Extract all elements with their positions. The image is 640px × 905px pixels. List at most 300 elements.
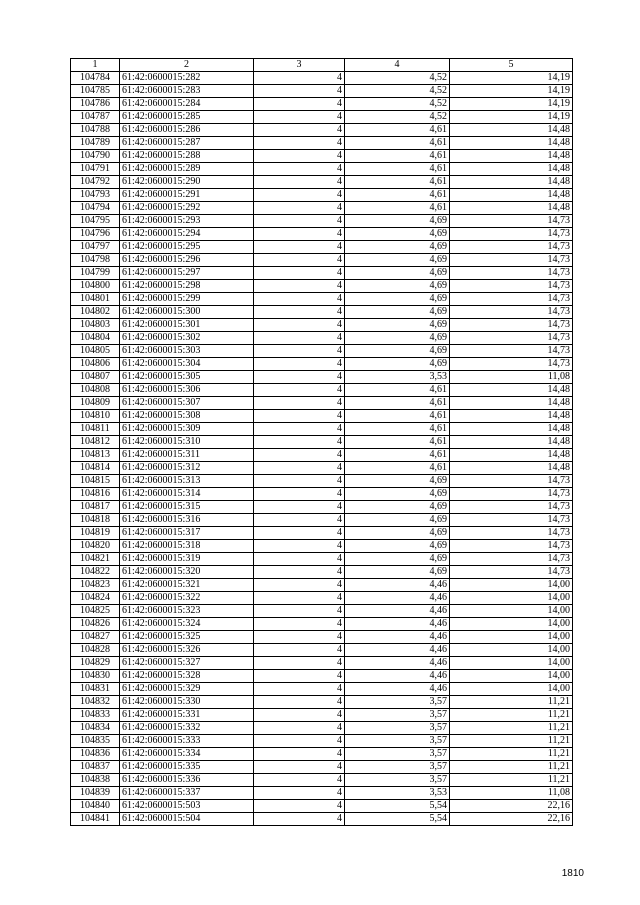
table-row [71, 254, 573, 267]
table-row [71, 358, 573, 371]
table-row [71, 137, 573, 150]
table-cell-col-5: 14,48 [450, 449, 573, 462]
table-cell-col-4: 4,69 [345, 501, 450, 514]
table-cell-col-1: 104822 [71, 566, 120, 579]
table-cell-col-5: 14,73 [450, 319, 573, 332]
table-cell-col-2: 61:42:0600015:318 [120, 540, 254, 553]
table-cell-col-3: 4 [254, 228, 345, 241]
table-cell-col-1: 104811 [71, 423, 120, 436]
table-cell-col-1: 104814 [71, 462, 120, 475]
table-cell-col-2: 61:42:0600015:316 [120, 514, 254, 527]
table-row [71, 735, 573, 748]
table-row [71, 189, 573, 202]
table-cell-col-1: 104830 [71, 670, 120, 683]
table-cell-col-5: 14,48 [450, 137, 573, 150]
table-cell-col-3: 4 [254, 85, 345, 98]
table-cell-col-5: 14,73 [450, 293, 573, 306]
table-cell-col-1: 104839 [71, 787, 120, 800]
table-body [71, 72, 573, 826]
table-cell-col-3: 4 [254, 319, 345, 332]
table-cell-col-3: 4 [254, 800, 345, 813]
table-cell-col-5: 14,00 [450, 657, 573, 670]
table-cell-col-4: 3,57 [345, 709, 450, 722]
table-cell-col-5: 14,19 [450, 111, 573, 124]
table-cell-col-5: 14,73 [450, 553, 573, 566]
table-cell-col-2: 61:42:0600015:287 [120, 137, 254, 150]
table-cell-col-2: 61:42:0600015:314 [120, 488, 254, 501]
data-table [70, 58, 573, 826]
table-cell-col-4: 3,57 [345, 761, 450, 774]
table-cell-col-5: 14,73 [450, 527, 573, 540]
table-cell-col-3: 4 [254, 410, 345, 423]
table-cell-col-2: 61:42:0600015:306 [120, 384, 254, 397]
table-row [71, 527, 573, 540]
table-cell-col-5: 11,21 [450, 709, 573, 722]
table-cell-col-3: 4 [254, 813, 345, 826]
table-row [71, 202, 573, 215]
table-row [71, 436, 573, 449]
table-cell-col-5: 14,48 [450, 202, 573, 215]
table-row [71, 332, 573, 345]
table-row [71, 163, 573, 176]
table-cell-col-4: 4,61 [345, 397, 450, 410]
table-cell-col-5: 14,73 [450, 475, 573, 488]
table-row [71, 670, 573, 683]
table-row [71, 566, 573, 579]
table-cell-col-1: 104784 [71, 72, 120, 85]
table-cell-col-4: 4,69 [345, 345, 450, 358]
table-cell-col-1: 104810 [71, 410, 120, 423]
table-cell-col-4: 4,61 [345, 189, 450, 202]
table-cell-col-3: 4 [254, 683, 345, 696]
table-cell-col-3: 4 [254, 449, 345, 462]
table-cell-col-4: 5,54 [345, 800, 450, 813]
table-cell-col-2: 61:42:0600015:296 [120, 254, 254, 267]
column-header-2: 2 [120, 59, 254, 72]
table-cell-col-5: 14,48 [450, 163, 573, 176]
table-row [71, 774, 573, 787]
table-row [71, 722, 573, 735]
table-cell-col-5: 14,73 [450, 488, 573, 501]
table-cell-col-5: 14,73 [450, 358, 573, 371]
table-cell-col-5: 14,00 [450, 644, 573, 657]
table-cell-col-3: 4 [254, 371, 345, 384]
table-cell-col-3: 4 [254, 215, 345, 228]
table-cell-col-2: 61:42:0600015:310 [120, 436, 254, 449]
table-cell-col-3: 4 [254, 631, 345, 644]
table-cell-col-3: 4 [254, 72, 345, 85]
table-cell-col-1: 104795 [71, 215, 120, 228]
column-header-4: 4 [345, 59, 450, 72]
table-cell-col-2: 61:42:0600015:307 [120, 397, 254, 410]
table-cell-col-1: 104789 [71, 137, 120, 150]
column-header-3: 3 [254, 59, 345, 72]
table-cell-col-4: 4,69 [345, 215, 450, 228]
table-row [71, 488, 573, 501]
table-cell-col-3: 4 [254, 540, 345, 553]
table-row [71, 345, 573, 358]
table-cell-col-2: 61:42:0600015:315 [120, 501, 254, 514]
table-cell-col-2: 61:42:0600015:293 [120, 215, 254, 228]
table-cell-col-4: 4,52 [345, 72, 450, 85]
table-cell-col-5: 11,21 [450, 748, 573, 761]
table-cell-col-3: 4 [254, 735, 345, 748]
table-cell-col-3: 4 [254, 280, 345, 293]
table-cell-col-3: 4 [254, 527, 345, 540]
table-cell-col-2: 61:42:0600015:321 [120, 579, 254, 592]
table-cell-col-5: 14,00 [450, 605, 573, 618]
table-cell-col-3: 4 [254, 657, 345, 670]
table-row [71, 553, 573, 566]
table-cell-col-2: 61:42:0600015:320 [120, 566, 254, 579]
table-cell-col-2: 61:42:0600015:294 [120, 228, 254, 241]
table-cell-col-4: 4,69 [345, 566, 450, 579]
table-cell-col-3: 4 [254, 332, 345, 345]
table-cell-col-5: 14,19 [450, 72, 573, 85]
table-cell-col-4: 4,46 [345, 618, 450, 631]
table-cell-col-2: 61:42:0600015:319 [120, 553, 254, 566]
table-cell-col-1: 104812 [71, 436, 120, 449]
table-cell-col-2: 61:42:0600015:503 [120, 800, 254, 813]
table-cell-col-2: 61:42:0600015:309 [120, 423, 254, 436]
table-cell-col-5: 11,21 [450, 735, 573, 748]
table-cell-col-3: 4 [254, 696, 345, 709]
table-cell-col-1: 104827 [71, 631, 120, 644]
table-cell-col-1: 104833 [71, 709, 120, 722]
table-cell-col-3: 4 [254, 397, 345, 410]
table-row [71, 501, 573, 514]
table-cell-col-3: 4 [254, 709, 345, 722]
table-cell-col-5: 14,00 [450, 618, 573, 631]
table-row [71, 124, 573, 137]
table-cell-col-1: 104826 [71, 618, 120, 631]
table-cell-col-2: 61:42:0600015:298 [120, 280, 254, 293]
table-row [71, 98, 573, 111]
table-cell-col-5: 14,00 [450, 592, 573, 605]
table-row [71, 280, 573, 293]
table-cell-col-5: 14,73 [450, 514, 573, 527]
table-cell-col-5: 14,73 [450, 501, 573, 514]
table-cell-col-1: 104793 [71, 189, 120, 202]
table-cell-col-5: 14,19 [450, 98, 573, 111]
table-cell-col-2: 61:42:0600015:291 [120, 189, 254, 202]
table-cell-col-3: 4 [254, 722, 345, 735]
table-cell-col-2: 61:42:0600015:322 [120, 592, 254, 605]
table-row [71, 579, 573, 592]
table-cell-col-1: 104787 [71, 111, 120, 124]
table-cell-col-3: 4 [254, 501, 345, 514]
table-cell-col-4: 4,69 [345, 319, 450, 332]
table-cell-col-1: 104800 [71, 280, 120, 293]
table-cell-col-5: 14,19 [450, 85, 573, 98]
table-cell-col-5: 14,48 [450, 384, 573, 397]
table-cell-col-2: 61:42:0600015:288 [120, 150, 254, 163]
table-row [71, 813, 573, 826]
table-cell-col-1: 104815 [71, 475, 120, 488]
table-cell-col-3: 4 [254, 605, 345, 618]
table-cell-col-3: 4 [254, 345, 345, 358]
table-cell-col-3: 4 [254, 488, 345, 501]
table-row [71, 423, 573, 436]
table-cell-col-3: 4 [254, 150, 345, 163]
table-cell-col-2: 61:42:0600015:337 [120, 787, 254, 800]
table-cell-col-2: 61:42:0600015:333 [120, 735, 254, 748]
table-cell-col-3: 4 [254, 761, 345, 774]
table-cell-col-4: 4,61 [345, 163, 450, 176]
column-header-5: 5 [450, 59, 573, 72]
table-cell-col-3: 4 [254, 384, 345, 397]
table-cell-col-2: 61:42:0600015:297 [120, 267, 254, 280]
table-cell-col-5: 11,08 [450, 371, 573, 384]
table-cell-col-2: 61:42:0600015:283 [120, 85, 254, 98]
table-cell-col-1: 104798 [71, 254, 120, 267]
table-cell-col-3: 4 [254, 514, 345, 527]
table-cell-col-4: 3,53 [345, 787, 450, 800]
table-cell-col-4: 4,69 [345, 306, 450, 319]
table-cell-col-3: 4 [254, 124, 345, 137]
table-cell-col-1: 104797 [71, 241, 120, 254]
table-cell-col-3: 4 [254, 254, 345, 267]
table-cell-col-1: 104825 [71, 605, 120, 618]
table-cell-col-1: 104840 [71, 800, 120, 813]
table-cell-col-1: 104823 [71, 579, 120, 592]
table-cell-col-4: 4,52 [345, 85, 450, 98]
table-cell-col-4: 4,52 [345, 111, 450, 124]
table-cell-col-5: 14,48 [450, 397, 573, 410]
table-cell-col-5: 14,48 [450, 462, 573, 475]
table-cell-col-2: 61:42:0600015:284 [120, 98, 254, 111]
table-cell-col-1: 104788 [71, 124, 120, 137]
table-cell-col-5: 14,73 [450, 215, 573, 228]
table-cell-col-2: 61:42:0600015:325 [120, 631, 254, 644]
table-row [71, 410, 573, 423]
table-row [71, 631, 573, 644]
table-cell-col-3: 4 [254, 579, 345, 592]
table-cell-col-4: 4,69 [345, 228, 450, 241]
table-row [71, 592, 573, 605]
table-cell-col-3: 4 [254, 787, 345, 800]
table-cell-col-5: 22,16 [450, 813, 573, 826]
table-cell-col-4: 4,69 [345, 332, 450, 345]
table-row [71, 215, 573, 228]
table-row [71, 514, 573, 527]
table-cell-col-2: 61:42:0600015:302 [120, 332, 254, 345]
table-row [71, 540, 573, 553]
table-cell-col-5: 14,73 [450, 280, 573, 293]
table-cell-col-3: 4 [254, 358, 345, 371]
table-row [71, 85, 573, 98]
table-cell-col-1: 104799 [71, 267, 120, 280]
table-row [71, 605, 573, 618]
table-cell-col-3: 4 [254, 436, 345, 449]
table-row [71, 657, 573, 670]
table-cell-col-2: 61:42:0600015:313 [120, 475, 254, 488]
table-cell-col-5: 11,08 [450, 787, 573, 800]
table-cell-col-3: 4 [254, 475, 345, 488]
table-row [71, 267, 573, 280]
table-cell-col-1: 104819 [71, 527, 120, 540]
table-cell-col-5: 14,48 [450, 423, 573, 436]
table-cell-col-1: 104796 [71, 228, 120, 241]
table-cell-col-5: 14,73 [450, 228, 573, 241]
table-cell-col-3: 4 [254, 462, 345, 475]
table-cell-col-4: 3,53 [345, 371, 450, 384]
table-cell-col-3: 4 [254, 423, 345, 436]
table-row [71, 384, 573, 397]
table-cell-col-2: 61:42:0600015:295 [120, 241, 254, 254]
table-cell-col-5: 14,48 [450, 410, 573, 423]
table-cell-col-3: 4 [254, 670, 345, 683]
table-cell-col-1: 104790 [71, 150, 120, 163]
table-cell-col-1: 104804 [71, 332, 120, 345]
table-cell-col-1: 104813 [71, 449, 120, 462]
table-cell-col-1: 104831 [71, 683, 120, 696]
table-cell-col-3: 4 [254, 293, 345, 306]
table-cell-col-2: 61:42:0600015:304 [120, 358, 254, 371]
table-row [71, 150, 573, 163]
table-cell-col-5: 11,21 [450, 774, 573, 787]
table-row [71, 306, 573, 319]
table-cell-col-1: 104818 [71, 514, 120, 527]
table-cell-col-4: 4,46 [345, 592, 450, 605]
table-cell-col-5: 14,48 [450, 124, 573, 137]
table-cell-col-5: 14,48 [450, 150, 573, 163]
table-cell-col-4: 4,61 [345, 384, 450, 397]
table-cell-col-5: 11,21 [450, 696, 573, 709]
table-cell-col-2: 61:42:0600015:305 [120, 371, 254, 384]
table-cell-col-4: 4,69 [345, 488, 450, 501]
table-row [71, 449, 573, 462]
table-cell-col-1: 104792 [71, 176, 120, 189]
table-cell-col-2: 61:42:0600015:327 [120, 657, 254, 670]
table-cell-col-3: 4 [254, 748, 345, 761]
table-cell-col-4: 4,61 [345, 150, 450, 163]
table-cell-col-1: 104794 [71, 202, 120, 215]
table-cell-col-5: 14,73 [450, 254, 573, 267]
table-cell-col-2: 61:42:0600015:317 [120, 527, 254, 540]
table-cell-col-5: 14,73 [450, 306, 573, 319]
table-cell-col-2: 61:42:0600015:326 [120, 644, 254, 657]
table-cell-col-5: 11,21 [450, 761, 573, 774]
table-row [71, 241, 573, 254]
table-row [71, 228, 573, 241]
table-cell-col-2: 61:42:0600015:308 [120, 410, 254, 423]
table-cell-col-3: 4 [254, 267, 345, 280]
table-row [71, 696, 573, 709]
table-cell-col-3: 4 [254, 592, 345, 605]
table-cell-col-1: 104837 [71, 761, 120, 774]
table-cell-col-2: 61:42:0600015:282 [120, 72, 254, 85]
table-cell-col-4: 4,69 [345, 241, 450, 254]
table-cell-col-3: 4 [254, 774, 345, 787]
table-row [71, 462, 573, 475]
table-cell-col-1: 104805 [71, 345, 120, 358]
table-cell-col-5: 22,16 [450, 800, 573, 813]
table-cell-col-3: 4 [254, 241, 345, 254]
table-cell-col-1: 104806 [71, 358, 120, 371]
table-row [71, 761, 573, 774]
table-cell-col-4: 4,46 [345, 605, 450, 618]
table-cell-col-5: 14,00 [450, 670, 573, 683]
table-row [71, 111, 573, 124]
table-cell-col-1: 104809 [71, 397, 120, 410]
table-cell-col-4: 3,57 [345, 774, 450, 787]
table-cell-col-3: 4 [254, 111, 345, 124]
table-cell-col-2: 61:42:0600015:285 [120, 111, 254, 124]
table-cell-col-2: 61:42:0600015:303 [120, 345, 254, 358]
table-cell-col-4: 4,46 [345, 644, 450, 657]
table-cell-col-1: 104803 [71, 319, 120, 332]
table-cell-col-5: 14,00 [450, 683, 573, 696]
table-cell-col-4: 4,46 [345, 657, 450, 670]
table-cell-col-1: 104791 [71, 163, 120, 176]
table-cell-col-2: 61:42:0600015:324 [120, 618, 254, 631]
table-cell-col-5: 14,00 [450, 631, 573, 644]
table-cell-col-2: 61:42:0600015:335 [120, 761, 254, 774]
table-cell-col-3: 4 [254, 306, 345, 319]
table-cell-col-1: 104821 [71, 553, 120, 566]
table-cell-col-1: 104808 [71, 384, 120, 397]
table-cell-col-4: 3,57 [345, 722, 450, 735]
table-cell-col-3: 4 [254, 98, 345, 111]
table-cell-col-1: 104835 [71, 735, 120, 748]
table-cell-col-4: 4,61 [345, 176, 450, 189]
table-cell-col-5: 14,73 [450, 345, 573, 358]
table-cell-col-1: 104816 [71, 488, 120, 501]
table-cell-col-4: 4,61 [345, 449, 450, 462]
table-cell-col-5: 14,73 [450, 332, 573, 345]
table-cell-col-5: 14,48 [450, 189, 573, 202]
table-cell-col-5: 14,00 [450, 579, 573, 592]
table-cell-col-2: 61:42:0600015:286 [120, 124, 254, 137]
table-row [71, 709, 573, 722]
table-cell-col-2: 61:42:0600015:332 [120, 722, 254, 735]
table-cell-col-3: 4 [254, 566, 345, 579]
table-cell-col-2: 61:42:0600015:336 [120, 774, 254, 787]
table-cell-col-3: 4 [254, 189, 345, 202]
table-cell-col-4: 4,69 [345, 540, 450, 553]
table-cell-col-1: 104807 [71, 371, 120, 384]
table-cell-col-4: 4,61 [345, 423, 450, 436]
table-cell-col-2: 61:42:0600015:292 [120, 202, 254, 215]
table-row [71, 293, 573, 306]
table-cell-col-2: 61:42:0600015:331 [120, 709, 254, 722]
table-row [71, 800, 573, 813]
table-cell-col-3: 4 [254, 644, 345, 657]
table-cell-col-1: 104841 [71, 813, 120, 826]
table-cell-col-4: 4,61 [345, 137, 450, 150]
table-cell-col-5: 14,48 [450, 176, 573, 189]
table-cell-col-4: 4,69 [345, 293, 450, 306]
table-cell-col-2: 61:42:0600015:301 [120, 319, 254, 332]
table-cell-col-4: 3,57 [345, 748, 450, 761]
table-cell-col-4: 4,52 [345, 98, 450, 111]
table-cell-col-1: 104817 [71, 501, 120, 514]
table-row [71, 397, 573, 410]
table-cell-col-4: 4,46 [345, 579, 450, 592]
table-cell-col-3: 4 [254, 163, 345, 176]
table-cell-col-2: 61:42:0600015:290 [120, 176, 254, 189]
page-number: 1810 [561, 868, 584, 879]
table-cell-col-1: 104832 [71, 696, 120, 709]
table-cell-col-1: 104828 [71, 644, 120, 657]
table-cell-col-4: 4,69 [345, 475, 450, 488]
table-cell-col-1: 104829 [71, 657, 120, 670]
table-row [71, 748, 573, 761]
table-row [71, 319, 573, 332]
table-cell-col-4: 4,61 [345, 202, 450, 215]
table-cell-col-2: 61:42:0600015:300 [120, 306, 254, 319]
